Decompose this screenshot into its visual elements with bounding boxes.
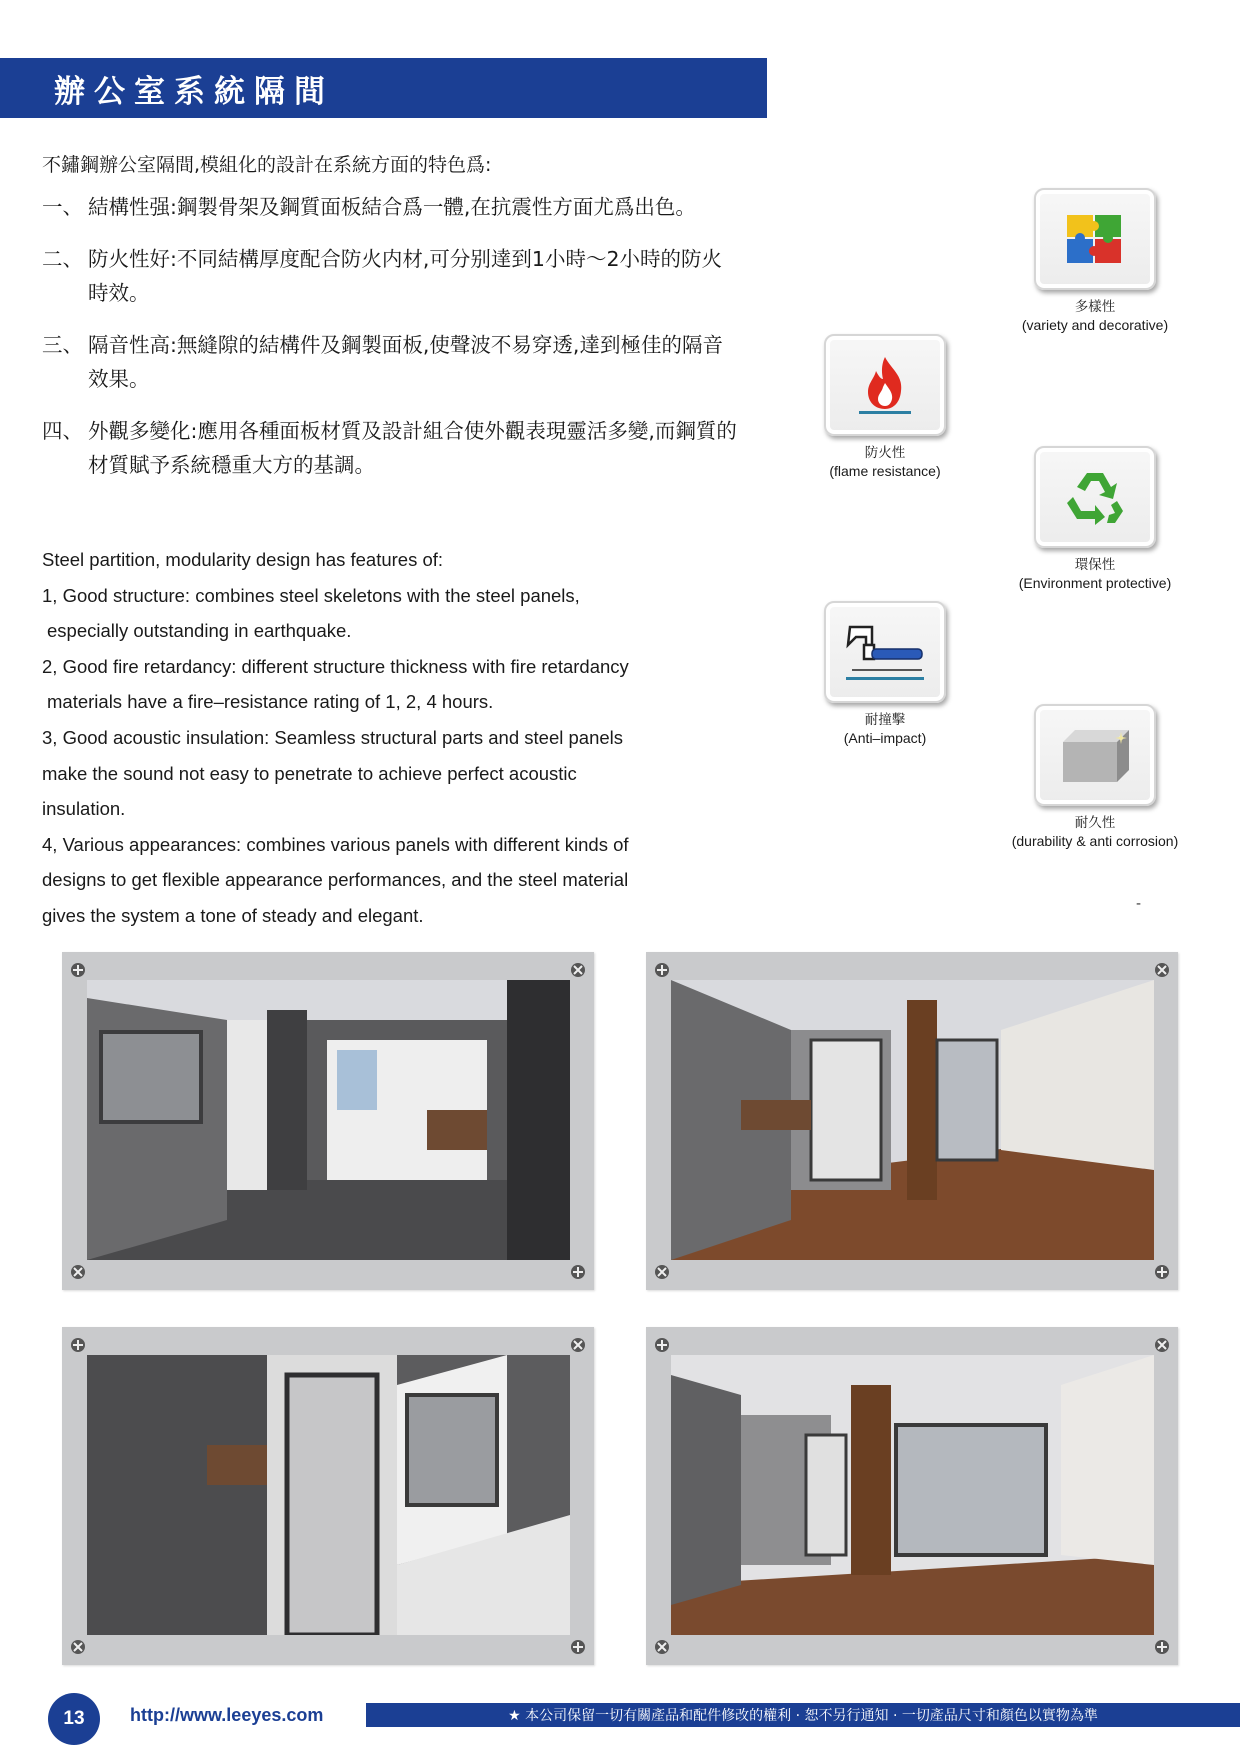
en-line: make the sound not easy to penetrate to achieve perfect acoustic [42,762,577,784]
photo-frame [62,952,594,1290]
screw-icon [570,1337,586,1353]
cn-feature-item [42,242,742,310]
cn-intro: 不鏽鋼辦公室隔間,模組化的設計在系統方面的特色爲: [42,154,492,176]
photo-frame [62,1327,594,1665]
flame-icon [824,334,946,436]
office-render-photo [87,1355,570,1635]
screw-icon [654,962,670,978]
en-line: designs to get flexible appearance performances, and the steel material [42,869,629,891]
hammer-icon [824,601,946,703]
screw-icon [570,1264,586,1280]
feature-cn-label: 環保性 [1074,557,1116,573]
en-line: 2, Good fire retardancy: different structure thickness with fire retardancy [42,655,629,677]
screw-icon [70,1639,86,1655]
screw-icon [654,1264,670,1280]
screw-icon [70,1264,86,1280]
office-render-photo [87,980,570,1260]
feature-en-label: (durability & anti corrosion) [1011,833,1179,849]
en-line: 1, Good structure: combines steel skeletons with the steel panels, [42,584,580,606]
feature-durability [995,704,1195,850]
en-line: materials have a fire–resistance rating of 1, 2, 4 hours. [47,691,494,713]
screw-icon [1154,1264,1170,1280]
cn-feature-item [42,414,742,482]
feature-en-label: (flame resistance) [829,463,941,479]
screw-icon [654,1337,670,1353]
website-link[interactable]: http://www.leeyes.com [130,1705,324,1725]
feature-anti-impact [785,601,985,747]
feature-cn-label: 耐久性 [1074,815,1116,831]
footer-notice: ★ 本公司保留一切有關產品和配件修改的權利 · 恕不另行通知 · 一切產品尺寸和顏色以實物為準 [366,1703,1240,1727]
en-line: gives the system a tone of steady and elegant. [42,904,424,926]
page-title: 辦公室系統隔間 [54,73,334,110]
feature-en-label: (Environment protective) [1018,575,1172,591]
office-render-photo [671,980,1154,1260]
feature-variety [995,188,1195,334]
screw-icon [570,962,586,978]
screw-icon [1154,1639,1170,1655]
en-line: especially outstanding in earthquake. [47,620,352,642]
feature-en-label: (variety and decorative) [1021,317,1169,333]
cn-item-text: 隔音性高:無縫隙的結構件及鋼製面板,使聲波不易穿透,達到極佳的隔音效果。 [88,333,723,391]
cn-item-number: 三、 [42,333,83,357]
feature-cn-label: 耐撞擊 [864,712,906,728]
feature-cn-label: 防火性 [864,445,906,461]
steel-block-icon [1034,704,1156,806]
cn-item-text: 防火性好:不同結構厚度配合防火内材,可分别達到1小時～2小時的防火時效。 [88,247,723,305]
english-description [42,542,752,934]
page-number: 13 [48,1693,100,1745]
en-line: Steel partition, modularity design has features of: [42,549,444,570]
office-render-photo [671,1355,1154,1635]
screw-icon [70,1337,86,1353]
feature-cn-label: 多樣性 [1074,299,1116,315]
feature-environment [995,446,1195,592]
title-banner [0,58,767,118]
screw-icon [654,1639,670,1655]
screw-icon [70,962,86,978]
en-line: insulation. [42,798,126,820]
stray-mark: - [1136,896,1142,912]
cn-item-number: 四、 [42,419,83,443]
feature-en-label: (Anti–impact) [843,730,927,746]
cn-item-number: 二、 [42,247,83,271]
screw-icon [1154,1337,1170,1353]
cn-feature-item [42,190,742,224]
screw-icon [570,1639,586,1655]
photo-frame [646,1327,1178,1665]
en-line: 3, Good acoustic insulation: Seamless structural parts and steel panels [42,726,624,748]
cn-feature-item [42,328,742,396]
photo-frame [646,952,1178,1290]
screw-icon [1154,962,1170,978]
cn-item-text: 結構性强:鋼製骨架及鋼質面板結合爲一體,在抗震性方面尤爲出色。 [88,195,696,219]
cn-item-number: 一、 [42,195,83,219]
feature-flame-resistance [785,334,985,480]
en-line: 4, Various appearances: combines various panels with different kinds of [42,833,629,855]
puzzle-icon [1034,188,1156,290]
recycle-icon [1034,446,1156,548]
cn-feature-list [42,190,742,500]
cn-item-text: 外觀多變化:應用各種面板材質及設計組合使外觀表現靈活多變,而鋼質的材質賦予系統穩重大方的基調。 [88,419,737,477]
